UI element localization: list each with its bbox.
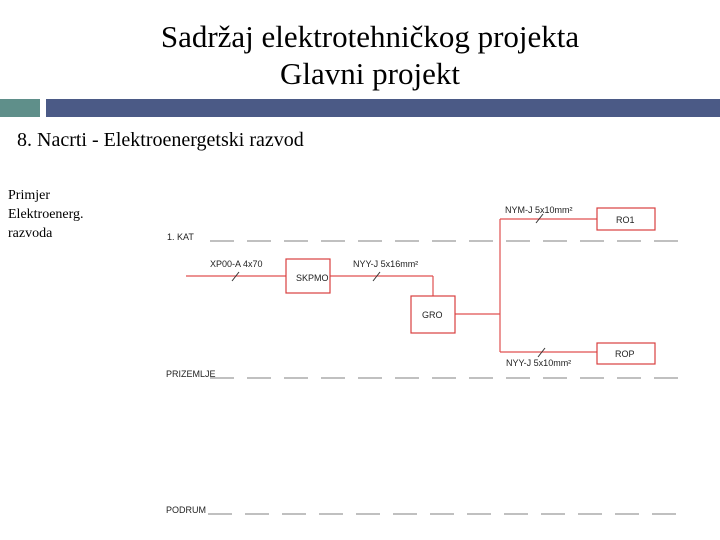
box-label-ro1: RO1 <box>616 215 635 225</box>
cable-label-rop: NYY-J 5x10mm² <box>506 358 572 368</box>
side-note-line-1: Primjer <box>8 188 50 203</box>
floor-label-podrum: PODRUM <box>166 505 206 515</box>
title-line-2: Glavni projekt <box>280 56 460 91</box>
side-note-line-3: razvoda <box>8 226 53 241</box>
cable-label-skpmo-gro: NYY-J 5x16mm² <box>353 259 419 269</box>
slide-subtitle: 8. Nacrti - Elektroenergetski razvod <box>17 129 304 151</box>
floor-label-prizemlje: PRIZEMLJE <box>166 369 216 379</box>
cable-label-feed: XP00-A 4x70 <box>210 259 263 269</box>
cable-label-ro1: NYM-J 5x10mm² <box>505 205 573 215</box>
box-label-skpmo: SKPMO <box>296 273 329 283</box>
floor-label-1kat: 1. KAT <box>167 232 194 242</box>
side-note-line-2: Elektroenerg. <box>8 207 84 222</box>
box-label-gro: GRO <box>422 310 443 320</box>
box-label-rop: ROP <box>615 349 635 359</box>
title-line-1: Sadržaj elektrotehničkog projekta <box>160 19 580 54</box>
